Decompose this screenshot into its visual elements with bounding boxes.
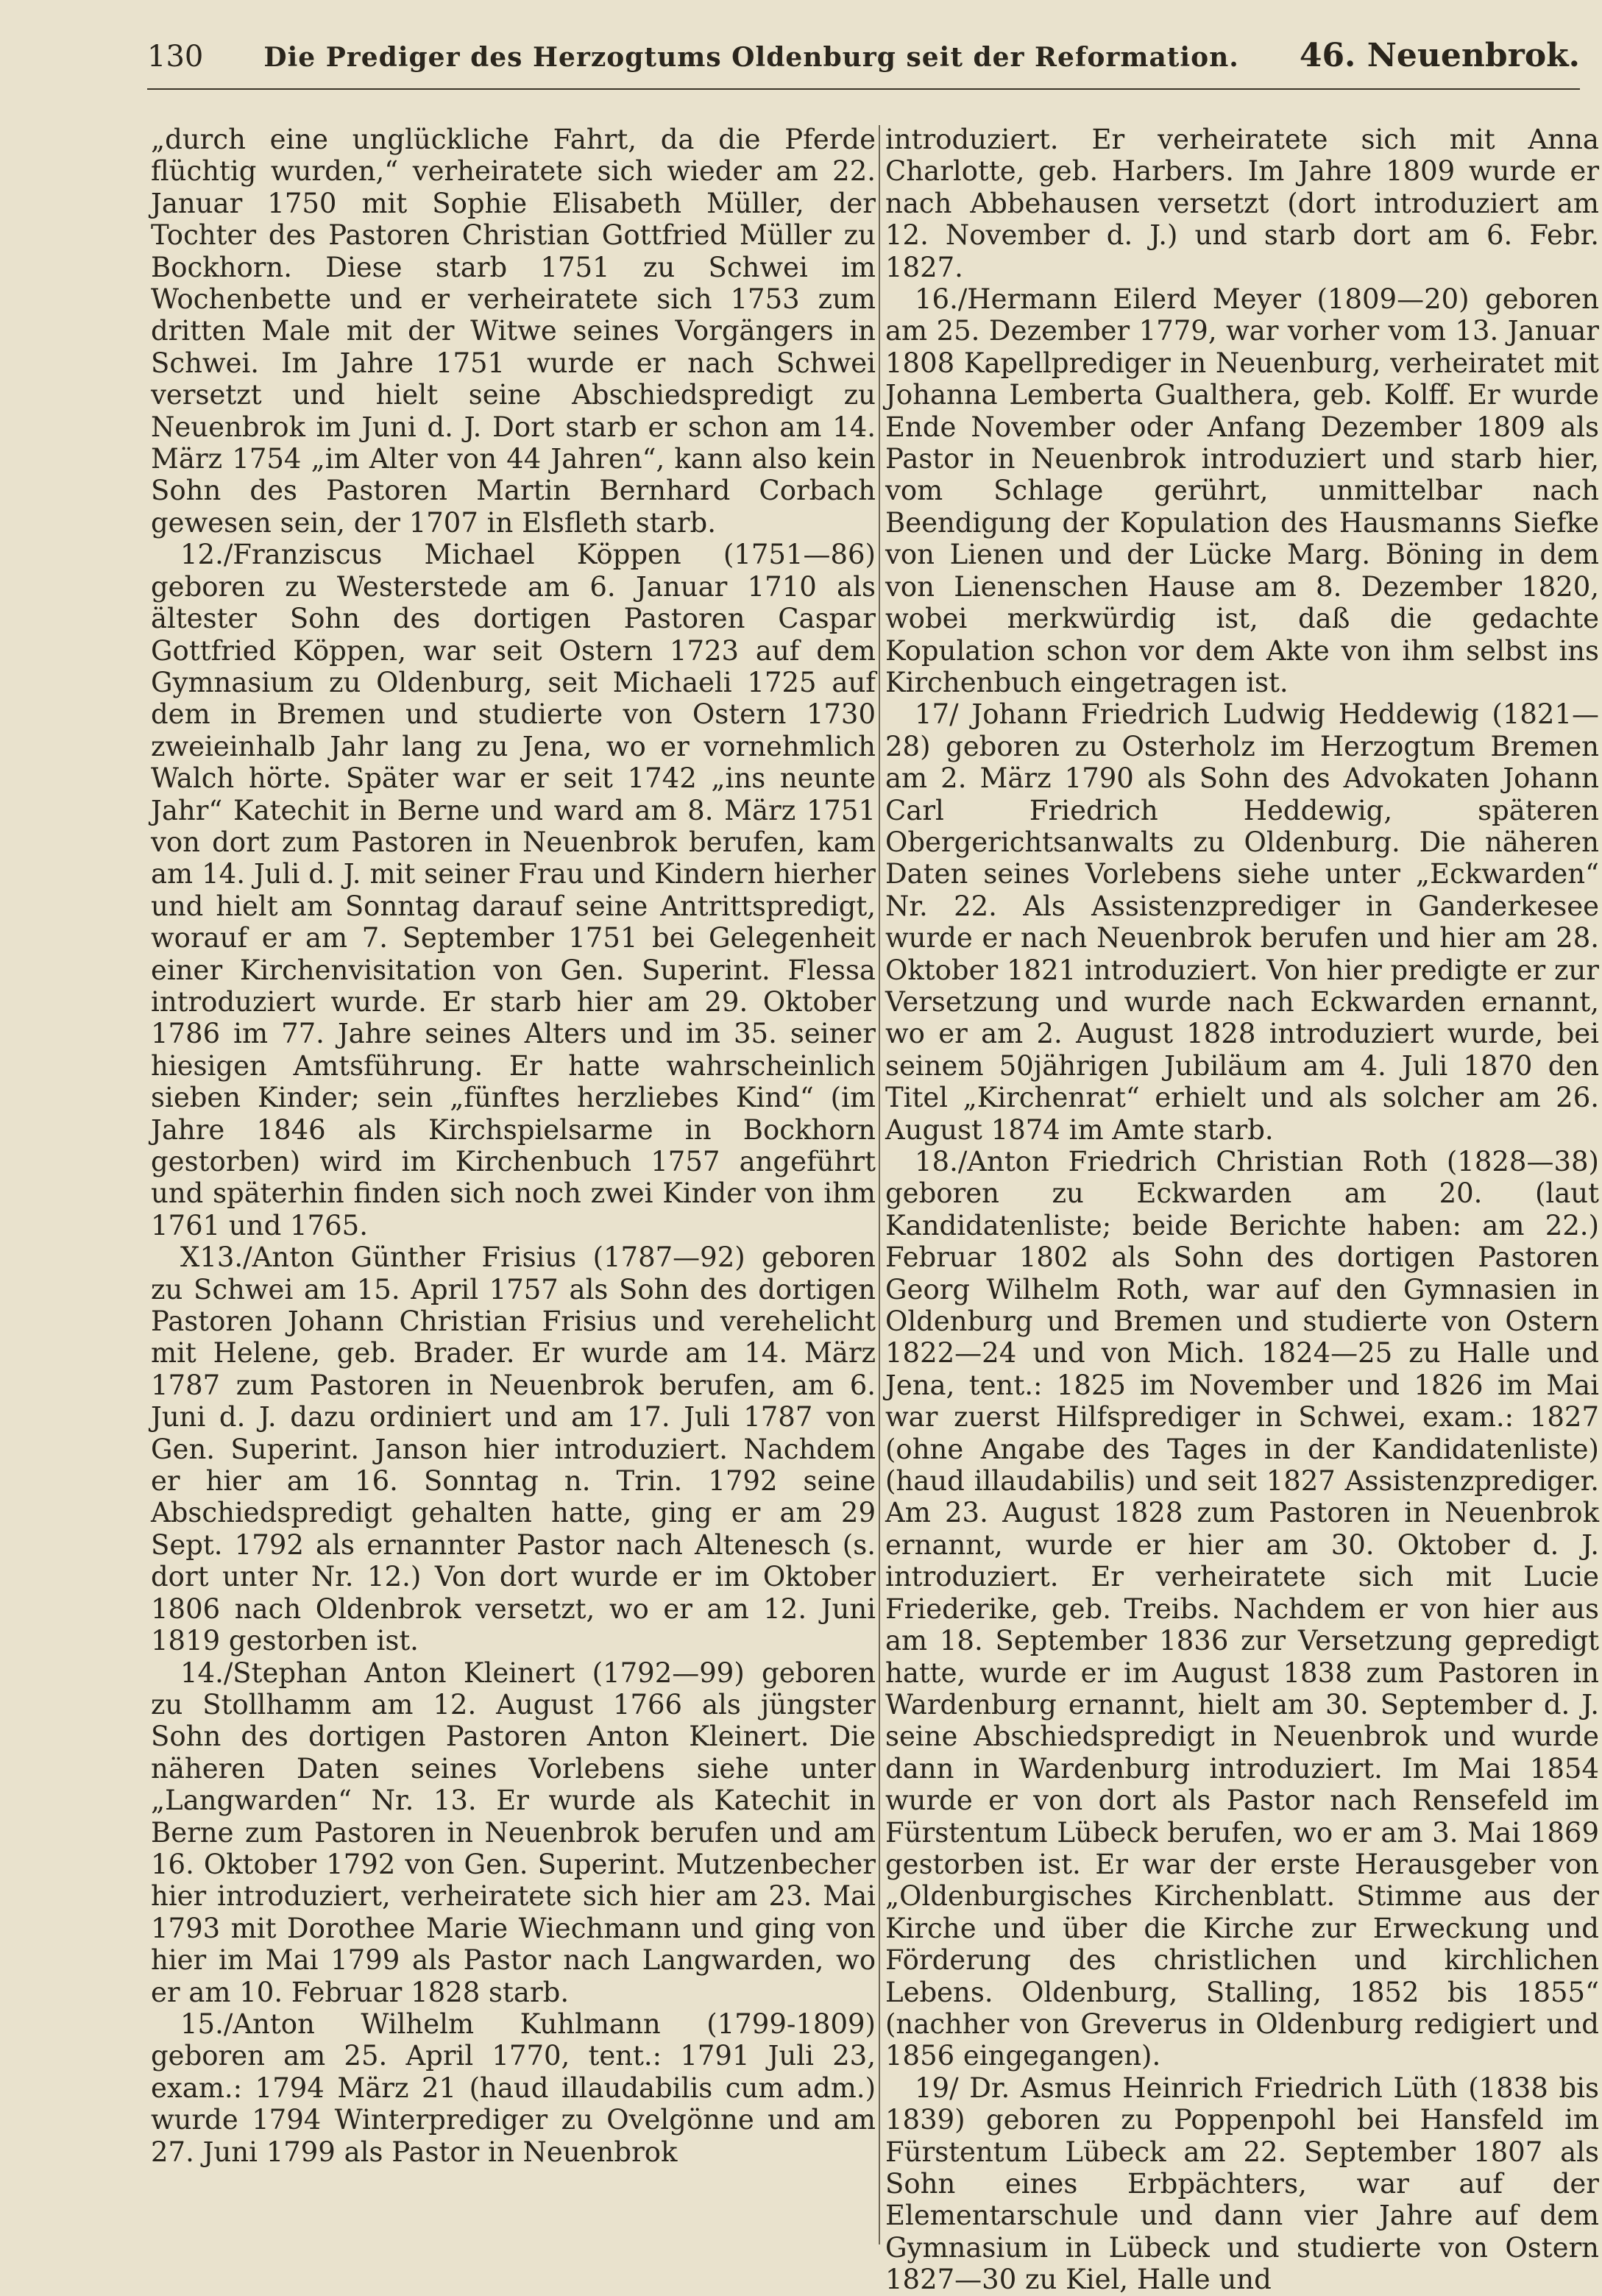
paragraph: 12./Franziscus Michael Köppen (1751—86) geboren zu Westerstede am 6. Januar 1710 als ältester Sohn des dortigen Pastoren Caspar Gottfried Köppen, war seit Ostern 1723 auf dem Gymnasium zu Oldenburg, seit Michaeli 1725 auf dem in Bremen und studierte von Ostern 1730 zweieinhalb Jahr lang zu Jena, wo er vornehmlich Walch hörte. Später war er seit 1742 „ins neunte Jahr“ Katechit in Berne und ward am 8. März 1751 von dort zum Pastoren in Neuenbrok berufen, kam am 14. Juli d. J. mit seiner Frau und Kindern hierher und hielt am Sonntag darauf seine Antrittspredigt, worauf er am 7. September 1751 bei Gelegenheit einer Kirchenvisitation von Gen. Superint. Flessa introduziert wurde. Er starb hier am 29. Oktober 1786 im 77. Jahre seines Alters und im 35. seiner hiesigen Amtsführung. Er hatte wahrscheinlich sieben Kinder; sein „fünftes herzliebes Kind“ (im Jahre 1846 als Kirchspielsarme in Bockhorn gestorben) wird im Kirchenbuch 1757 angeführt und späterhin finden sich noch zwei Kinder von ihm 1761 und 1765.	[151, 539, 876, 1241]
paragraph: 17/ Johann Friedrich Ludwig Heddewig (1821—28) geboren zu Osterholz im Herzogtum Bremen am 2. März 1790 als Sohn des Advokaten Johann Carl Friedrich Heddewig, späteren Obergerichtsanwalts zu Oldenburg. Die näheren Daten seines Vorlebens siehe unter „Eckwarden“ Nr. 22. Als Assistenzprediger in Ganderkesee wurde er nach Neuenbrok berufen und hier am 28. Oktober 1821 introduziert. Von hier predigte er zur Versetzung und wurde nach Eckwarden ernannt, wo er am 2. August 1828 introduziert wurde, bei seinem 50jährigen Jubiläum am 4. Juli 1870 den Titel „Kirchenrat“ erhielt und als solcher am 26. August 1874 im Amte starb.	[885, 698, 1599, 1146]
section-title: 46. Neuenbrok.	[1299, 37, 1580, 74]
paragraph: 19/ Dr. Asmus Heinrich Friedrich Lüth (1838 bis 1839) geboren zu Poppenpohl bei Hansfeld im Fürstentum Lübeck am 22. September 1807 als Sohn eines Erbpächters, war auf der Elementarschule und dann vier Jahre auf dem Gymnasium in Lübeck und studierte von Ostern 1827—30 zu Kiel, Halle und	[885, 2072, 1599, 2296]
paragraph: 18./Anton Friedrich Christian Roth (1828—38) geboren zu Eckwarden am 20. (laut Kandidatenliste; beide Berichte haben: am 22.) Februar 1802 als Sohn des dortigen Pastoren Georg Wilhelm Roth, war auf den Gymnasien in Oldenburg und Bremen und studierte von Ostern 1822—24 und von Mich. 1824—25 zu Halle und Jena, tent.: 1825 im November und 1826 im Mai war zuerst Hilfsprediger in Schwei, exam.: 1827 (ohne Angabe des Tages in der Kandidatenliste) (haud illaudabilis) und seit 1827 Assistenzprediger. Am 23. August 1828 zum Pastoren in Neuenbrok ernannt, wurde er hier am 30. Oktober d. J. introduziert. Er verheiratete sich mit Lucie Friederike, geb. Treibs. Nachdem er von hier aus am 18. September 1836 zur Versetzung gepredigt hatte, wurde er im August 1838 zum Pastoren in Wardenburg ernannt, hielt am 30. September d. J. seine Abschiedspredigt in Neuenbrok und wurde dann in Wardenburg introduziert. Im Mai 1854 wurde er von dort als Pastor nach Rensefeld im Fürstentum Lübeck berufen, wo er am 3. Mai 1869 gestorben ist. Er war der erste Herausgeber von „Oldenburgisches Kirchenblatt. Stimme aus der Kirche und über die Kirche zur Erweckung und Förderung des christlichen und kirchlichen Lebens. Oldenburg, Stalling, 1852 bis 1855“ (nachher von Greverus in Oldenburg redigiert und 1856 eingegangen).	[885, 1146, 1599, 2072]
right-column	[885, 124, 1599, 2296]
column-divider	[879, 125, 880, 2244]
paragraph: 14./Stephan Anton Kleinert (1792—99) geboren zu Stollhamm am 12. August 1766 als jüngster Sohn des dortigen Pastoren Anton Kleinert. Die näheren Daten seines Vorlebens siehe unter „Langwarden“ Nr. 13. Er wurde als Katechit in Berne zum Pastoren in Neuenbrok berufen und am 16. Oktober 1792 von Gen. Superint. Mutzenbecher hier introduziert, verheiratete sich hier am 23. Mai 1793 mit Dorothee Marie Wiechmann und ging von hier im Mai 1799 als Pastor nach Langwarden, wo er am 10. Februar 1828 starb.	[151, 1657, 876, 2008]
paragraph: X13./Anton Günther Frisius (1787—92) geboren zu Schwei am 15. April 1757 als Sohn des dortigen Pastoren Johann Christian Frisius und verehelicht mit Helene, geb. Brader. Er wurde am 14. März 1787 zum Pastoren in Neuenbrok berufen, am 6. Juni d. J. dazu ordiniert und am 17. Juli 1787 von Gen. Superint. Janson hier introduziert. Nachdem er hier am 16. Sonntag n. Trin. 1792 seine Abschiedspredigt gehalten hatte, ging er am 29 Sept. 1792 als ernannter Pastor nach Altenesch (s. dort unter Nr. 12.) Von dort wurde er im Oktober 1806 nach Oldenbrok versetzt, wo er am 12. Juni 1819 gestorben ist.	[151, 1241, 876, 1657]
page-number: 130	[147, 40, 204, 74]
running-title: Die Prediger des Herzogtums Oldenburg seit der Reformation.	[263, 42, 1239, 73]
left-column	[151, 124, 876, 2250]
paragraph: 15./Anton Wilhelm Kuhlmann (1799-1809) geboren am 25. April 1770, tent.: 1791 Juli 23, exam.: 1794 März 21 (haud illaudabilis cum adm.) wurde 1794 Winterprediger zu Ovelgönne und am 27. Juni 1799 als Pastor in Neuenbrok	[151, 2008, 876, 2168]
paragraph: 16./Hermann Eilerd Meyer (1809—20) geboren am 25. Dezember 1779, war vorher vom 13. Januar 1808 Kapellprediger in Neuenburg, verheiratet mit Johanna Lemberta Gualthera, geb. Kolff. Er wurde Ende November oder Anfang Dezember 1809 als Pastor in Neuenbrok introduziert und starb hier, vom Schlage gerührt, unmittelbar nach Beendigung der Kopulation des Hausmanns Siefke von Lienen und der Lücke Marg. Böning in dem von Lienenschen Hause am 8. Dezember 1820, wobei merkwürdig ist, daß die gedachte Kopulation schon vor dem Akte von ihm selbst ins Kirchenbuch eingetragen ist.	[885, 283, 1599, 698]
paragraph: „durch eine unglückliche Fahrt, da die Pferde flüchtig wurden,“ verheiratete sich wieder am 22. Januar 1750 mit Sophie Elisabeth Müller, der Tochter des Pastoren Christian Gottfried Müller zu Bockhorn. Diese starb 1751 zu Schwei im Wochenbette und er verheiratete sich 1753 zum dritten Male mit der Witwe seines Vorgängers in Schwei. Im Jahre 1751 wurde er nach Schwei versetzt und hielt seine Abschiedspredigt zu Neuenbrok im Juni d. J. Dort starb er schon am 14. März 1754 „im Alter von 44 Jahren“, kann also kein Sohn des Pastoren Martin Bernhard Corbach gewesen sein, der 1707 in Elsfleth starb.	[151, 124, 876, 539]
paragraph: introduziert. Er verheiratete sich mit Anna Charlotte, geb. Harbers. Im Jahre 1809 wurde er nach Abbehausen versetzt (dort introduziert am 12. November d. J.) und starb dort am 6. Febr. 1827.	[885, 124, 1599, 283]
running-header	[147, 37, 1580, 90]
